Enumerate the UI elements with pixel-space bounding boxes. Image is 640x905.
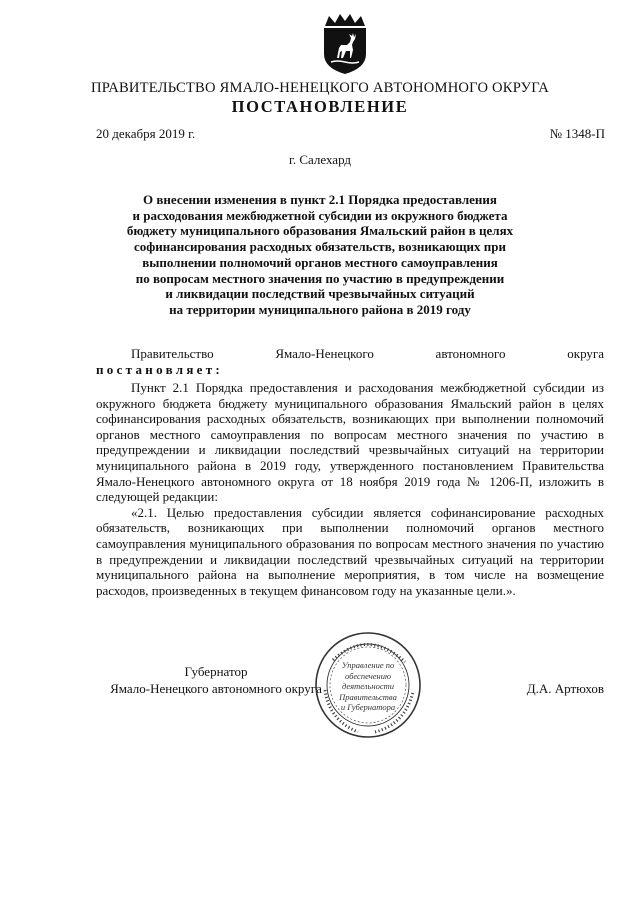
intro-word: автономного [435,346,506,361]
document-body [96,380,604,598]
heading-line: на территории муниципального района в 2019 году [169,301,471,317]
stamp-line: Управление по [341,660,395,670]
heading-line: софинансирования расходных обязательств, возникающих при [134,239,506,255]
body-paragraph: «2.1. Целью предоставления субсидии является софинансирование расходных обязательств, возникающих при выполнении полномочий органов местного самоуправления муниципального образования по вопросам местного значения по участию в предупреждении и ликвидации последствий чрезвычайных ситуаций на территории муниципального района на выполнение мероприятия, в том числе на возмещение расходов, произведенных в текущем финансовом году на указанные цели.». [96,504,604,598]
document-number: № 1348-П [549,126,605,141]
document-city: г. Салехард [288,152,352,167]
signatory-title-line: Ямало-Ненецкого автономного округа [110,680,322,696]
intro-word: Ямало-Ненецкого [275,346,374,361]
stamp-text [335,660,401,713]
intro-word: округа [567,346,604,361]
signatory-title-line: Губернатор [184,664,248,679]
heading-line: и ликвидации последствий чрезвычайных ситуаций [165,286,475,302]
stamp-line: и Губернатора [340,702,396,712]
heading-line: выполнении полномочий органов местного самоуправления [142,254,498,270]
stamp-line: обеспечению [344,670,392,681]
document-date: 20 декабря 2019 г. [96,126,196,141]
stamp-line: Правительства [339,691,397,702]
document-heading [0,192,640,318]
document-type: ПОСТАНОВЛЕНИЕ [231,97,409,116]
signatory-name: Д.А. Артюхов [526,681,604,696]
resolves-word: постановляет: [96,361,224,377]
heading-line: и расходования межбюджетной субсидии из окружного бюджета [132,207,508,223]
stamp-line: деятельности [341,681,395,691]
signatory-title [96,664,336,697]
heading-line: по вопросам местного значения по участию в предупреждении [135,270,505,286]
coat-of-arms-icon [319,12,371,76]
body-paragraph: Пункт 2.1 Порядка предоставления и расходования межбюджетной субсидии из окружного бюджета бюджету муниципального образования Ямальский район в целях софинансирования расходных обязательств, возникающих при выполнении полномочий органов местного самоуправления по вопросам местного значения по участию в предупреждении и ликвидации последствий чрезвычайных ситуаций на территории муниципального района в 2019 году, утвержденного постановлением Правительства Ямало-Ненецкого автономного округа от 18 ноября 2019 года № 1206-П, изложить в следующей редакции: [96,380,604,505]
decree-intro [96,346,604,377]
heading-line: О внесении изменения в пункт 2.1 Порядка предоставления [143,192,497,207]
intro-line [96,346,604,362]
government-name: ПРАВИТЕЛЬСТВО ЯМАЛО-НЕНЕЦКОГО АВТОНОМНОГО ОКРУГА [91,80,549,96]
heading-line: бюджету муниципального образования Ямальский район в целях [126,223,514,239]
intro-word: Правительство [131,346,214,361]
